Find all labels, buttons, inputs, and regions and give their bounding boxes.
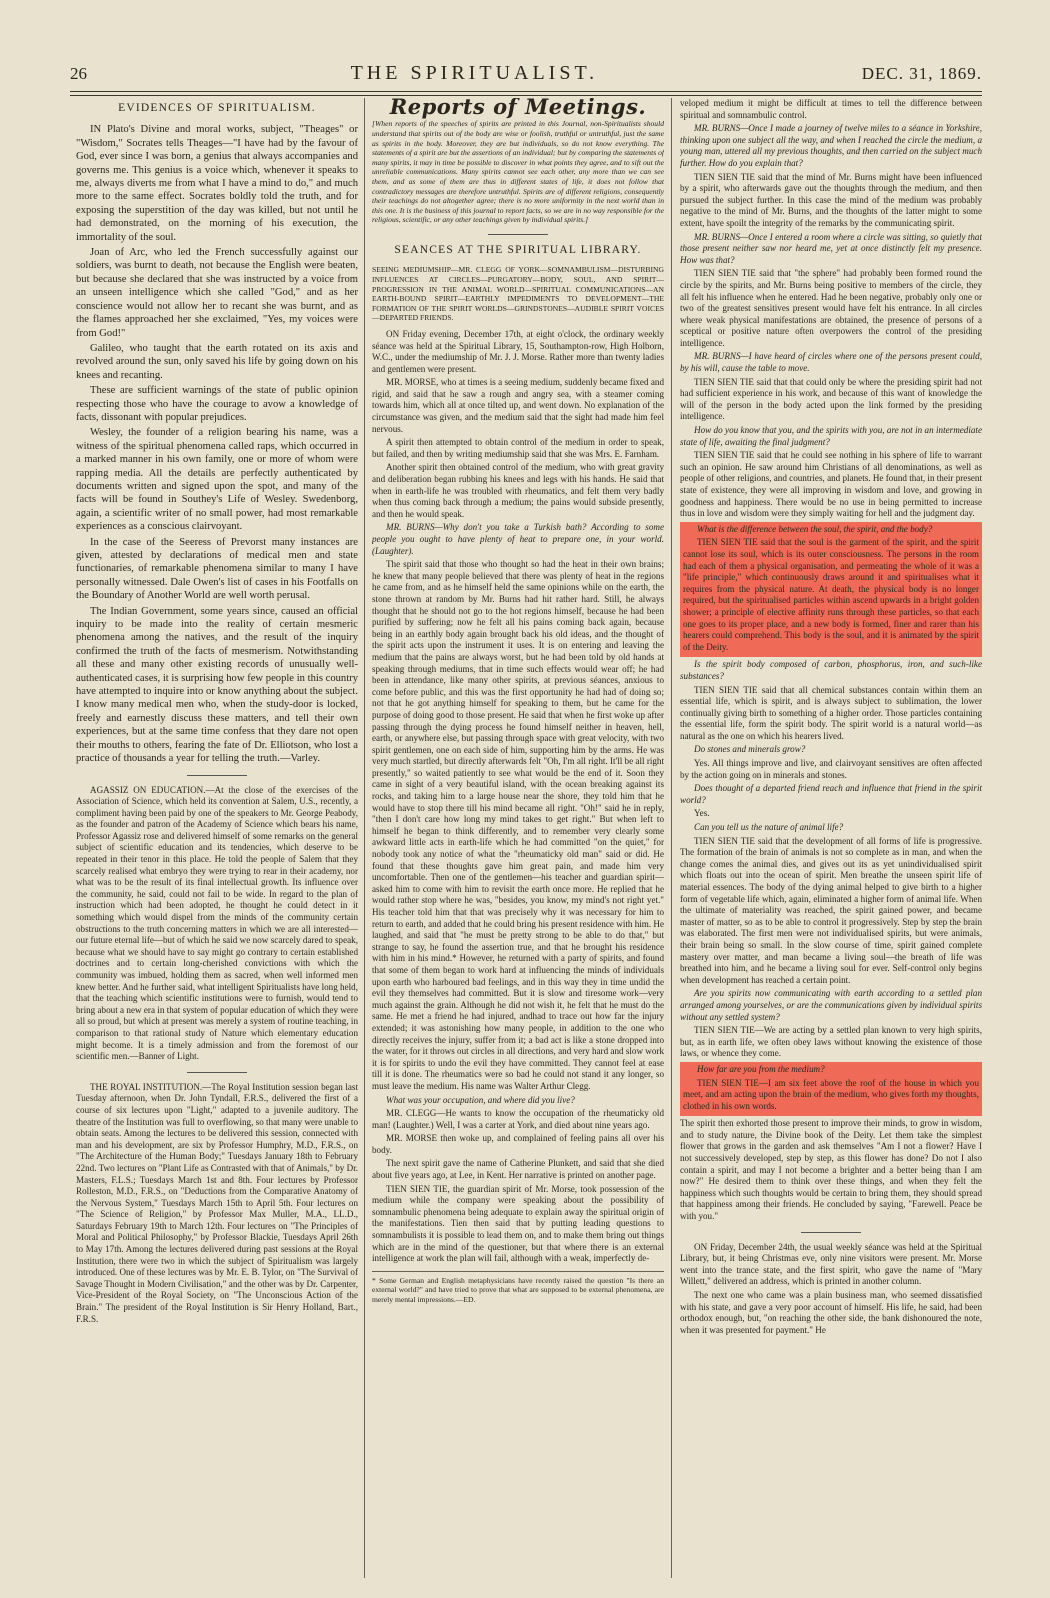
answer: Yes. All things improve and live, and clairvoyant sensitives are often affected by the action going on in minerals and stones. xyxy=(680,758,982,780)
paragraph: IN Plato's Divine and moral works, subject, "Theages" or "Wisdom," Socrates tells Theages—"I have had by the favour of God, ever since I was born, a genius that always accompanies and governs me. This genius is a voice which, whenever it speaks to me, always diverts me from what I have a mind to do," and much more to the same effect. Socrates boldly told the truth, and for exposing the superstition of the day was killed, but not until he had demonstrated, on the morning of his execution, the immortality of the soul. xyxy=(76,124,358,243)
question: Do stones and minerals grow? xyxy=(694,744,806,755)
column-divider xyxy=(364,98,365,1578)
section-divider xyxy=(488,234,548,235)
footnote-block xyxy=(372,1271,664,1305)
answer: TIEN SIEN TIE said that all chemical substances contain within them an essential life, which is spirit, and is always subject to sublimation, the lower continually giving birth to something of a higher order. Those particles containing the essential life, form the spirit body. The spirit world is a natural world—as natural as the one on which his hearers lived. xyxy=(680,684,982,741)
paragraph: Another spirit then obtained control of the medium, who with great gravity and deliberation began rubbing his knees and legs with his hands. He said that when in earth-life he was troubled with rheumatics, and felt them very badly when thus coming back through a medium; the pains would subside presently, and then he would speak. xyxy=(372,462,664,519)
question: MR. BURNS—I have heard of circles where one of the persons present could, by his will, cause the table to move. xyxy=(680,351,982,374)
answer: TIEN SIEN TIE said that the development of all forms of life is progressive. The formation of the brain of animals is not so complete as in man, and when the change comes the animal dies, and gives out its as yet unindividualised spirit which floats out into the ocean of spirit. Men breathe the unseen spirit life of material essences. The body of the dying animal helped to give birth to a higher form of vegetable life which, again, eliminated a higher form of animal life. When the ultimate of materiality was reached, the spirit gained power, and became master of matter, so as to be able to control it progressively. Step by step the brain was elaborated. The first men were not individualised spirits, but were animals, their brain being so small. In the slow course of time, spirit gained complete mastery over matter, and man became a living soul—the breath of life was breathed into him, and he became a living soul for ever. Self-control only begins when development has reached a certain point. xyxy=(680,835,982,985)
paragraph: Wesley, the founder of a religion bearing his name, was a witness of the spiritual phenomena called raps, which occurred in a marked manner in his own family, one or more of whom were rapping media. All the details are perfectly authenticated by documents written and signed upon the spot, and many of the facts will be found in Southey's Life of Wesley. Swedenborg, again, a scientific writer of no small power, had most remarkable experiences as a conscious clairvoyant. xyxy=(76,427,358,533)
paragraph: veloped medium it might be difficult at times to tell the difference between spiritual and somnambulic control. xyxy=(680,98,982,120)
column-3 xyxy=(680,98,982,1576)
paragraph: ON Friday evening, December 17th, at eight o'clock, the ordinary weekly séance was held at the Spiritual Library, 15, Southampton-row, High Holborn, W.C., under the mediumship of Mr. J. J. Morse. Rather more than twenty ladies and gentlemen were present. xyxy=(372,328,664,374)
page-number: 26 xyxy=(70,64,87,83)
journal-title: THE SPIRITUALIST. xyxy=(350,62,599,84)
paragraph: MR. CLEGG—He wants to know the occupation of the rheumaticky old man! (Laughter.) Well, I was a carter at York, and died about nine years ago. xyxy=(372,1108,664,1130)
paragraph: MR. BURNS—Why don't you take a Turkish bath? According to some people you ought to have plenty of heat to prepare one, in your world. (Laughter). xyxy=(372,522,664,556)
paragraph: In the case of the Seeress of Prevorst many instances are given, attested by declarations of medical men and state functionaries, of remarkable phenomena similar to many I have personally witnessed. Dale Owen's list of cases in his Footfalls on the Boundary of Another World are well worth perusal. xyxy=(76,536,358,602)
paragraph: ON Friday, December 24th, the usual weekly séance was held at the Spiritual Library, but, it being Christmas eve, only nine visitors were present. Mr. Morse went into the trance state, and the first spirit, who gave the name of "Mary Willett," delivered an address, which is printed in another column. xyxy=(680,1241,982,1287)
article-title-seances: SEANCES AT THE SPIRITUAL LIBRARY. xyxy=(394,243,642,256)
column-divider xyxy=(671,98,672,1578)
paragraph: The spirit said that those who thought so had the heat in their own brains; he knew that many people believed that there was plenty of heat in the regions he came from, and as he himself held the same opinions while on the earth, the stone thrown at random by Mr. Burns had hit rather hard. Still, he always thought that he should not go to the hot regions himself, because he had been purified by suffering; now he felt all his pains coming back again, because being in an earthly body again brought back his old ideas, and the thought of the spirit acts upon the instrument it uses. It is on entering and leaving the medium that the pains are always worst, but he had been told by old hands at speaking through mediums, that in time such effects would wear off; he had been in attendance, like many other spirits, at previous séances, anxious to come before public, and this was the first opportunity he had had of doing so; not that he got anything himself for speaking to them, but he came for the purpose of doing good to those present. He said that when he first woke up after passing through the dying process he found himself neither in heaven, hell, earth, or anywhere else, but passing through space with great velocity, with two spirit gentlemen, one on each side of him, supporting him by the arms. He was very much startled, but directly afterwards felt "Oh, I'm all right. It'll be all right presently," so waited patiently to see what would be the end of it. Soon they came in sight of a very beautiful island, with the ocean breaking against its rocks, and taking him to a large house near the shore, they told him that he would have to stop there till his mind became all right. "Oh!" said he in reply, "then I don't care how long my mind takes to get right." But when left to himself he began to think differently, and to remember very clearly some awkward little acts in earth-life which he had committed "on the quiet," for nobody took any notice of what the "rheumaticky old man" said or did. He found that these thoughts gave him great pain, and made him very uncomfortable. Then one of the gentlemen—his teacher and guardian spirit—asked him to come with him to revisit the earth once more. He replied that he would rather stop where he was, "besides, you know, my mind's not right yet." His teacher told him that that was precisely why it was necessary for him to return to earth, and added that he could bring his present residence with him. He laughed, and said that "he must be pretty strong to be able to do that," but strange to say, he found the assertion true, and that he brought his residence with him in his mind.* However, he returned with a party of spirits, and found that some of them began to work hard at influencing the minds of individuals upon earth who harboured bad feelings, and in this way they in time undid the evil they themselves had committed. But it is slow and tiresome work—very much against the grain. Although he did not wish it, he felt that he must do the same. He met a friend he had injured, andhad to trace out how far the injury extended; it was astonishing how many people, in addition to the one who directly receives the injury, suffer from it; a bad act is like a stone dropped into the water, for it throws out circles in all directions, and very hard and slow work it is for spirits to undo the evil they have committed. They cannot feel at ease till it is done. The rheumatics were so bad he could not stand it any longer, so must leave the medium. His name was Walter Arthur Clegg. xyxy=(372,559,664,1091)
answer: TIEN SIEN TIE said that the mind of Mr. Burns might have been influenced by a spirit, who afterwards gave out the thoughts through the medium, and then pursued the subject further. In this case the mind of the medium was probably negative to the mind of Mr. Burns, and the thoughts of the latter might to some extent, have spoilt the integrity of the remarks by the communicating spirit. xyxy=(680,171,982,228)
editor-note: [When reports of the speeches of spirits are printed in this Journal, non-Spiritualists should understand that spirits out of the body are wise or foolish, truthful or untruthful, just the same as spirits in the body. Moreover, they are but individuals, so do not know everything. The statements of a spirit are but the assertions of an individual; but by comparing the statements of many spirits, it may in time be possible to discover in what points they agree, and to sift out the unreliable communications. Many spirits cannot see each other, any more than we can see them, and as some of them are thus in different states of life, it does not follow that contradictory messages are therefore untruthful. Spirits are of different religions, consequently their teachings do not altogether agree; there is no more uniformity in the next world than in this one. It is the business of this journal to report facts, so we are in no way responsible for the religious, scientific, or any other teachings given by individual spirits.] xyxy=(372,119,664,225)
question: What is the difference between the soul, the spirit, and the body? xyxy=(697,523,933,534)
question: Can you tell us the nature of animal life? xyxy=(694,822,844,833)
question: Are you spirits now communicating with earth according to a settled plan arranged among yourselves, or are the communications given by individual spirits without any settled system? xyxy=(680,988,982,1022)
question: Does thought of a departed friend reach and influence that friend in the spirit world? xyxy=(680,783,982,805)
highlighted-passage-medium xyxy=(680,1062,982,1116)
answer: TIEN SIEN TIE—I am six feet above the roof of the house in which you meet, and am acting upon the brain of the medium, who gives forth my thoughts, clothed in his own words. xyxy=(683,1077,979,1111)
answer: TIEN SIEN TIE said that he could see nothing in his sphere of life to warrant such an opinion. He saw around him Christians of all denominations, as well as people of other religions, and countries, and planets. He found that, in their present state of existence, they were all improving in wisdom and love, and growing in goodness and happiness. There would be no use in being permitted to increase thus in love and wisdom were they simply waiting for hell and the judgment day. xyxy=(680,450,982,519)
section-title-reports: Reports of Meetings. xyxy=(389,98,647,119)
answer: TIEN SIEN TIE—We are acting by a settled plan known to very high spirits, but, as in earth life, we often obey laws without knowing the existence of those laws, or whence they come. xyxy=(680,1025,982,1059)
paragraph: MR. MORSE, who at times is a seeing medium, suddenly became fixed and rigid, and said that he saw a rough and angry sea, with a steamer coming towards him, which all at once tilted up, and went down. No explanation of the circumstance was given, and the medium said that the sight had made him feel nervous. xyxy=(372,377,664,434)
answer: Yes. xyxy=(694,808,710,819)
paragraph: A spirit then attempted to obtain control of the medium in order to speak, but failed, and then by writing mediumship said that she was Mrs. E. Farnham. xyxy=(372,437,664,459)
paragraph: These are sufficient warnings of the state of public opinion respecting those who have the courage to avow a knowledge of facts, dissonant with popular prejudices. xyxy=(76,385,358,423)
question: Is the spirit body composed of carbon, phosphorus, iron, and such-like substances? xyxy=(680,659,982,681)
paragraph: Galileo, who taught that the earth rotated on its axis and revolved around the sun, only saved his life by going down on his knees and recanting. xyxy=(76,342,358,381)
question: How far are you from the medium? xyxy=(697,1063,825,1074)
column-2 xyxy=(372,98,664,1576)
issue-date: DEC. 31, 1869. xyxy=(861,64,982,83)
question: How do you know that you, and the spirits with you, are not in an intermediate state of life, awaiting the final judgment? xyxy=(680,425,982,447)
answer: TIEN SIEN TIE said that the soul is the garment of the spirit, and the spirit cannot lose its soul, which is its outer consciousness. The persons in the room had each of them a physical organisation, and permeating the whole of it was a "life principle," which continuously draws around it and spiritualises what it requires from the physical nature. At death, the physical body is no longer required, but the spiritualised particles within ascend upwards in a bright golden shower; a principle of elective affinity runs through these particles, so that each one goes to its proper place, and a new body is formed, finer and rarer than his hearers could comprehend. This body is the soul, and it is animated by the spirit of the Deity. xyxy=(683,537,979,652)
question: MR. BURNS—Once I made a journey of twelve miles to a séance in Yorkshire, thinking upon one subject all the way, and when I reached the circle the medium, a young man, uttered all my previous thoughts, and then carried on the subject much further. How do you explain that? xyxy=(680,123,982,168)
section-divider xyxy=(187,775,247,776)
section-divider xyxy=(187,1072,247,1073)
paragraph: The Indian Government, some years since, caused an official inquiry to be made into the reality of certain mesmeric phenomena among the natives, and the result of the inquiry confirmed the truth of the facts of mesmerism. Notwithstanding all these and many other existing records of unusually well-authenticated cases, it is surprising how few people in this country have attempted to inquire into or know anything about the subject. I know many medical men who, when the study-door is locked, freely and earnestly discuss these matters, and tell their own experiences, but at the same time confess that they dare not open their mouths to others, fearing the fate of Dr. Elliotson, who lost a practice of thousands a year for telling the truth.—Varley. xyxy=(76,605,358,765)
article-summary: SEEING MEDIUMSHIP—MR. CLEGG OF YORK—SOMNAMBULISM—DISTURBING INFLUENCES AT CIRCLES—PURGATORY—BODY, SOUL, AND SPIRIT—PROGRESSION IN THE ANIMAL WORLD—SPIRITUAL COMMUNICATIONS—AN EARTH-BOUND SPIRIT—EARTHLY IMPEDIMENTS TO DEVELOPMENT—THE FORMATION OF THE SPIRIT WORLDS—GRINDSTONES—AUDIBLE SPIRIT VOICES—DEPARTED FRIENDS. xyxy=(372,265,664,323)
paragraph: MR. MORSE then woke up, and complained of feeling pains all over his body. xyxy=(372,1133,664,1155)
paragraph: The next spirit gave the name of Catherine Plunkett, and said that she died about five years ago, at Lee, in Kent. Her narrative is printed on another page. xyxy=(372,1158,664,1181)
paragraph: The next one who came was a plain business man, who seemed dissatisfied with his state, and gave a very poor account of himself. His life, he said, had been orthodox enough, but, "on reaching the other side, the bank dishonoured the note, when it was presented for payment." He xyxy=(680,1290,982,1335)
footnote: * Some German and English metaphysicians have recently raised the question "Is there an external world?" and have tried to prove that what are supposed to be external phenomena, are merely mental impressions.—ED. xyxy=(372,1275,664,1304)
paragraph: The spirit then exhorted those present to improve their minds, to grow in wisdom, and to study nature, the Divine book of the Deity. Let them take the simplest flower that grows in the garden and ask themselves "Am I not a flower? Have I not successively developed, step by step, as this flower has done? Do not I also contain a spirit, and may I not become a brighter and a better being than I am now?" He desired them to think over these things, and when they felt the happiness which such thoughts would be certain to bring them, they should spread that happiness among their friends. He concluded by saying, "Farewell. Peace be with you." xyxy=(680,1118,982,1222)
answer: TIEN SIEN TIE said that that could only be where the presiding spirit had not had sufficient experience in his work, and because of this want of knowledge the will of the person in the body acted upon the link formed by the presiding intelligence. xyxy=(680,376,982,422)
paragraph: Joan of Arc, who led the French successfully against our soldiers, was burnt to death, not because the English were beaten, but because she declared that she was instructed by a voice from an unseen intelligence which she called "God," and as her conscience would not allow her to recant she was burnt, and as the flames approached her she exclaimed, "Yes, my voices were from God!" xyxy=(76,247,358,339)
highlighted-passage-soul xyxy=(680,522,982,658)
answer: TIEN SIEN TIE said that "the sphere" had probably been formed round the circle by the spirits, and Mr. Burns being positive to members of the circle, they all felt his influence when he entered. Had he been negative, probably only one or two of the greatest sensitives present would have felt his entrance. In all circles where weak physical manifestations are obtained, the presence of persons of a sceptical or positive nature often overpowers the control of the presiding intelligence. xyxy=(680,268,982,348)
question: What was your occupation, and where did you live? xyxy=(386,1094,575,1105)
page-header xyxy=(70,62,982,88)
article-royal-institution: THE ROYAL INSTITUTION.—The Royal Institution session began last Tuesday afternoon, when Dr. John Tyndall, F.R.S., delivered the first of a course of six lectures upon "Light," adapted to a juvenile auditory. The theatre of the Institution was full to overflowing, so that many were unable to obtain seats. Among the lectures to be delivered this session, connected with man and his development, are six by Professor Humphry, M.D., F.R.S., on "The Architecture of the Human Body;" Tuesdays January 18th to February 22nd. Two lectures on "Plant Life as Contrasted with that of Animals," by Dr. Masters, F.L.S.; Tuesdays March 1st and 8th. Four lectures by Professor Rolleston, M.D., F.R.S., on "Deductions from the Comparative Anatomy of the Nervous System," Tuesdays March 15th to April 5th. Four lectures on "The Science of Religion," by Professor Max Muller, M.A., LL.D., Saturdays February 19th to March 12th. Four lectures on "The Principles of Moral and Political Philosophy," by Professor Blackie, Tuesdays April 26th to May 17th. Among the lectures delivered during past sessions at the Royal Institution, there were two in which the subject of Spiritualism was largely introduced. One of these lectures was by Mr. E. B. Tylor, on "The Survival of Savage Thought in Modern Civilisation," and the other was by Dr. Carpenter, Vice-President of the Royal Society, on "The Unconscious Action of the Brain." The president of the Royal Institution is Sir Henry Holland, Bart., F.R.S. xyxy=(76,1081,358,1324)
header-rule xyxy=(70,91,982,96)
paragraph: TIEN SIEN TIE, the guardian spirit of Mr. Morse, took possession of the medium while the company were speaking about the possibility of somnambulic phenomena being adequate to explain away the spiritual origin of the manifestations. Tien then said that by putting leading questions to somnambulists it is possible to lead them on, and to make them bring out things which are in the mind of the questioner, but that where there is an external intelligence at work the plan will fail, although with a weak, imperfectly de- xyxy=(372,1183,664,1264)
question: MR. BURNS—Once I entered a room where a circle was sitting, so quietly that those present neither saw nor heard me, yet at once distinctly felt my presence. How was that? xyxy=(680,231,982,265)
article-title-evidences: EVIDENCES OF SPIRITUALISM. xyxy=(118,102,316,114)
column-1 xyxy=(76,98,358,1576)
article-agassiz: AGASSIZ ON EDUCATION.—At the close of the exercises of the Association of Science, which held its convention at Salem, U.S., recently, a compliment having been paid by one of the speakers to Mr. George Peabody, as the founder and patron of the Academy of Science which bears his name, Professor Agassiz rose and delivered himself of some remarks on the general subject of scientific education and its tendencies, which deserve to be repeated in their tenor in this place. He told the people of Salem that they scarcely realised what embryo they were trying to rear in their academy, nor what was to be the result of its final intellectual growth. Its influence over the community, he said, could not fail to be wide. In regard to the plan of instruction which had been adopted, he thought he could detect in it something which would dispel from the minds of the community certain obstructions to the truth concerning matters in which we are all interested—our future eternal life—but of which he said we now scarcely dared to speak, because what we should have to say might go contrary to certain established doctrines and to certain long-cherished convictions with which the community was imbued, holding them as sacred, when well informed men knew better. And he further said, what intelligent Spiritualists have long held, that the teaching which scientific institutions were to furnish, would tend to bring about a new era in that system of popular education of which they were all so proud, but which at present was merely a system of routine teaching, in comparison to that rational study of Nature which elementary education might become. It is a timely admission and from the foremost of our scientific men.—Banner of Light. xyxy=(76,784,358,1062)
section-divider xyxy=(801,1232,861,1233)
